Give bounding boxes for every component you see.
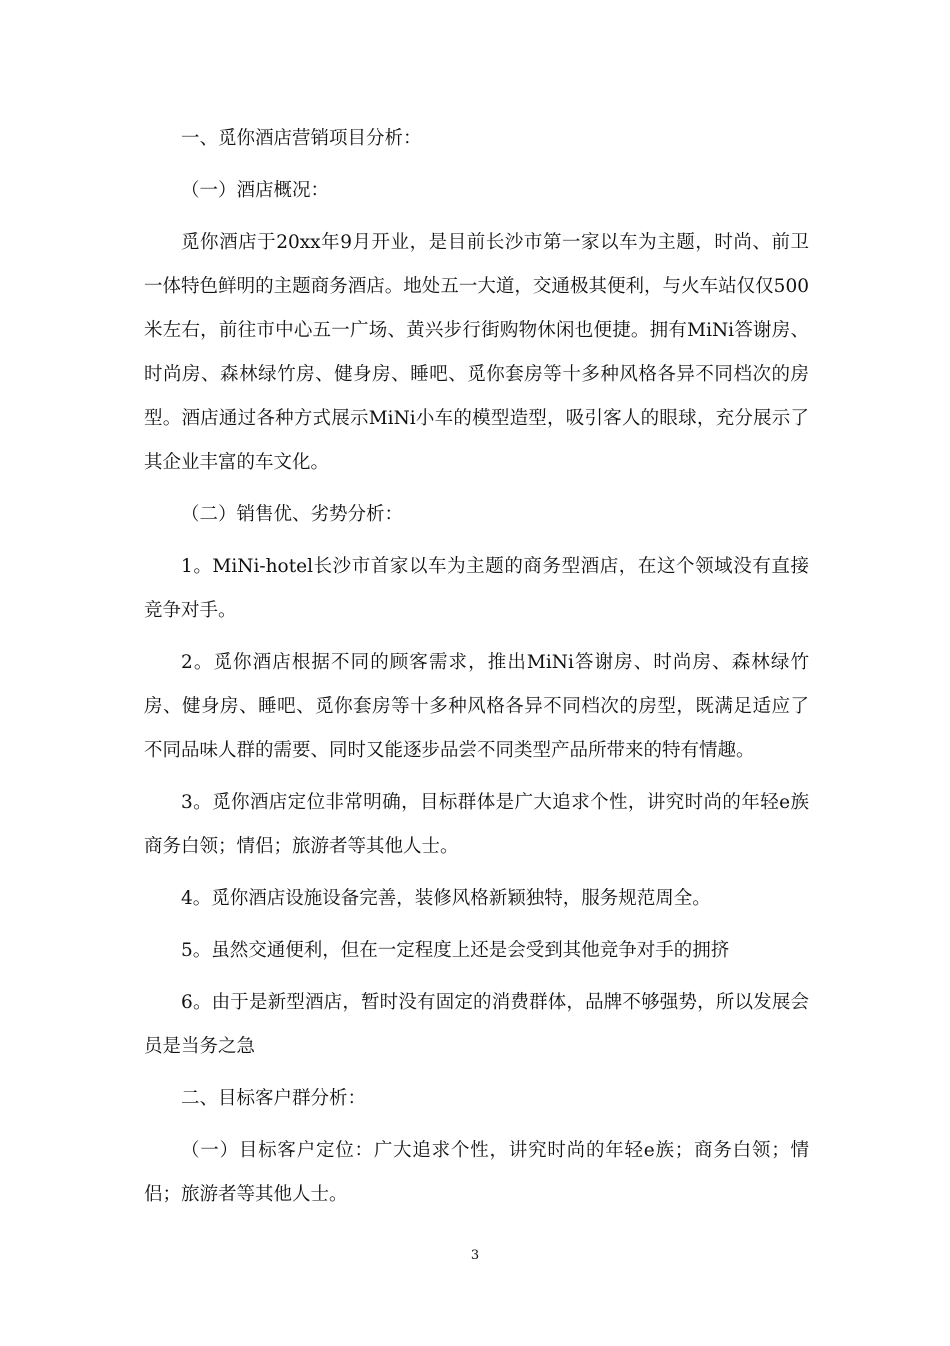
subsection-heading-strengths-weaknesses: （二）销售优、劣势分析： bbox=[181, 504, 404, 525]
list-item-2: 2。觅你酒店根据不同的顾客需求，推出MiNi答谢房、时尚房、森林绿竹房、健身房、睡吧、觅你套房等十多种风格各异不同档次的房型，既满足适应了不同品味人群的需要、同时又能逐步品尝不同类型产品所带来的特有情趣。 bbox=[144, 652, 809, 761]
list-item-5: 5。虽然交通便利，但在一定程度上还是会受到其他竞争对手的拥挤 bbox=[181, 940, 730, 961]
list-item-6: 6。由于是新型酒店，暂时没有固定的消费群体，品牌不够强势，所以发展会员是当务之急 bbox=[144, 992, 809, 1057]
paragraph-hotel-overview: 觅你酒店于20xx年9月开业，是目前长沙市第一家以车为主题，时尚、前卫一体特色鲜明的主题商务酒店。地处五一大道，交通极其便利，与火车站仅仅500米左右，前往市中心五一广场、黄兴步行街购物休闲也便捷。拥有MiNi答谢房、时尚房、森林绿竹房、健身房、睡吧、觅你套房等十多种风格各异不同档次的房型。酒店通过各种方式展示MiNi小车的模型造型，吸引客人的眼球，充分展示了其企业丰富的车文化。 bbox=[144, 232, 809, 473]
subsection-heading-hotel-overview: （一）酒店概况： bbox=[181, 180, 330, 201]
list-item-1: 1。MiNi-hotel长沙市首家以车为主题的商务型酒店，在这个领域没有直接竞争对手。 bbox=[144, 556, 809, 621]
document-body bbox=[144, 117, 809, 1217]
list-item-3: 3。觅你酒店定位非常明确，目标群体是广大追求个性，讲究时尚的年轻e族商务白领；情侣；旅游者等其他人士。 bbox=[144, 792, 809, 857]
paragraph-target-customer-positioning: （一）目标客户定位：广大追求个性，讲究时尚的年轻e族；商务白领；情侣；旅游者等其他人士。 bbox=[144, 1140, 809, 1205]
section-heading-target-customers: 二、目标客户群分析： bbox=[181, 1088, 367, 1109]
list-item-4: 4。觅你酒店设施设备完善，装修风格新颖独特，服务规范周全。 bbox=[181, 888, 711, 909]
page-number: 3 bbox=[470, 1248, 480, 1263]
section-heading-marketing-analysis: 一、觅你酒店营销项目分析： bbox=[181, 128, 422, 149]
